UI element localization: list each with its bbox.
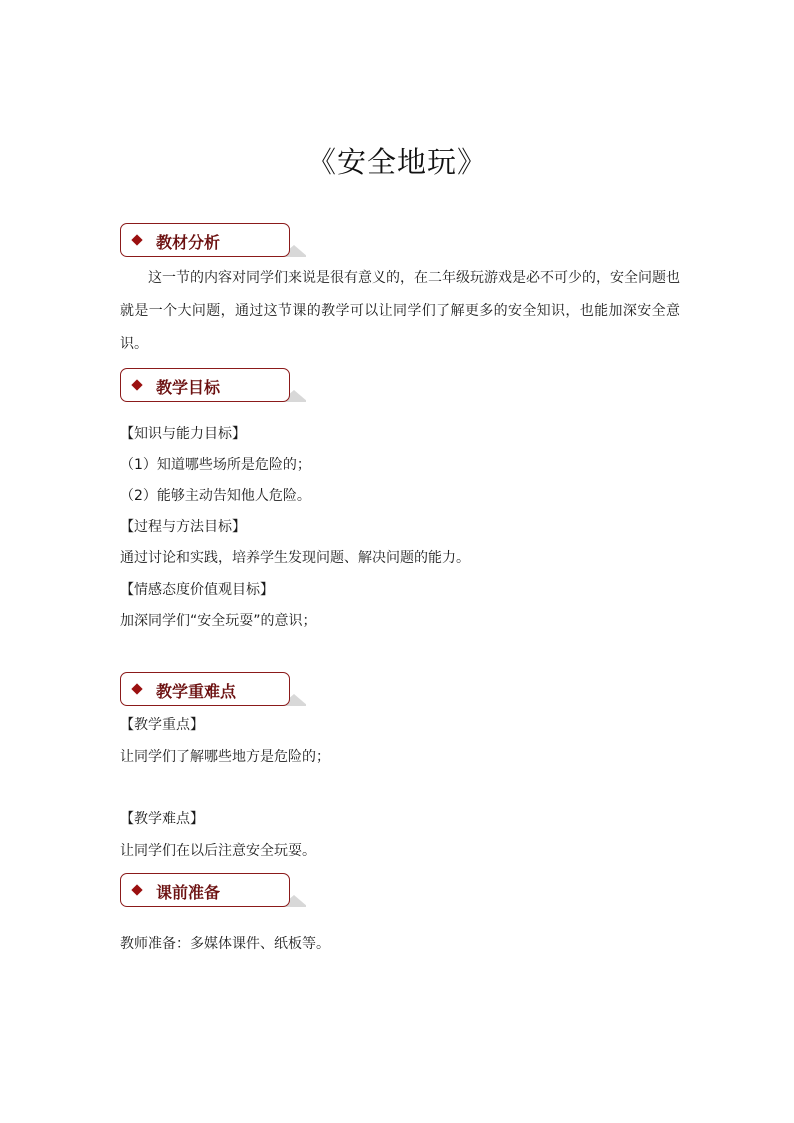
focus-text: 让同学们了解哪些地方是危险的；	[120, 749, 330, 765]
header-box	[120, 873, 290, 907]
page-title: 《安全地玩》	[306, 145, 487, 179]
focus-label: 【教学重点】	[120, 717, 204, 733]
header-box	[120, 223, 290, 257]
section-heading: 教材分析	[156, 233, 221, 252]
section-header-goals	[120, 368, 294, 404]
diamond-icon	[131, 884, 142, 895]
emotion-label: 【情感态度价值观目标】	[120, 582, 274, 598]
header-box	[120, 672, 290, 706]
analysis-paragraph: 这一节的内容对同学们来说是很有意义的，在二年级玩游戏是必不可少的，安全问题也就是一个大问题，通过这节课的教学可以让同学们了解更多的安全知识，也能加深安全意识。	[120, 270, 680, 352]
diamond-icon	[131, 379, 142, 390]
knowledge-item: （1）知道哪些场所是危险的；	[120, 457, 311, 473]
header-box	[120, 368, 290, 402]
section-header-preparation	[120, 873, 294, 909]
diamond-icon	[131, 234, 142, 245]
diamond-icon	[131, 683, 142, 694]
process-label: 【过程与方法目标】	[120, 519, 246, 535]
section-header-key-points	[120, 672, 294, 708]
section-heading: 课前准备	[156, 883, 221, 902]
preparation-text: 教师准备：多媒体课件、纸板等。	[120, 936, 330, 952]
difficulty-text: 让同学们在以后注意安全玩耍。	[120, 843, 316, 859]
process-text: 通过讨论和实践，培养学生发现问题、解决问题的能力。	[120, 550, 470, 566]
section-heading: 教学目标	[156, 378, 221, 397]
knowledge-label: 【知识与能力目标】	[120, 426, 246, 442]
difficulty-label: 【教学难点】	[120, 811, 204, 827]
emotion-text: 加深同学们“安全玩耍”的意识；	[120, 613, 317, 629]
section-heading: 教学重难点	[156, 682, 237, 701]
knowledge-item: （2）能够主动告知他人危险。	[120, 488, 311, 504]
section-header-analysis	[120, 223, 294, 259]
